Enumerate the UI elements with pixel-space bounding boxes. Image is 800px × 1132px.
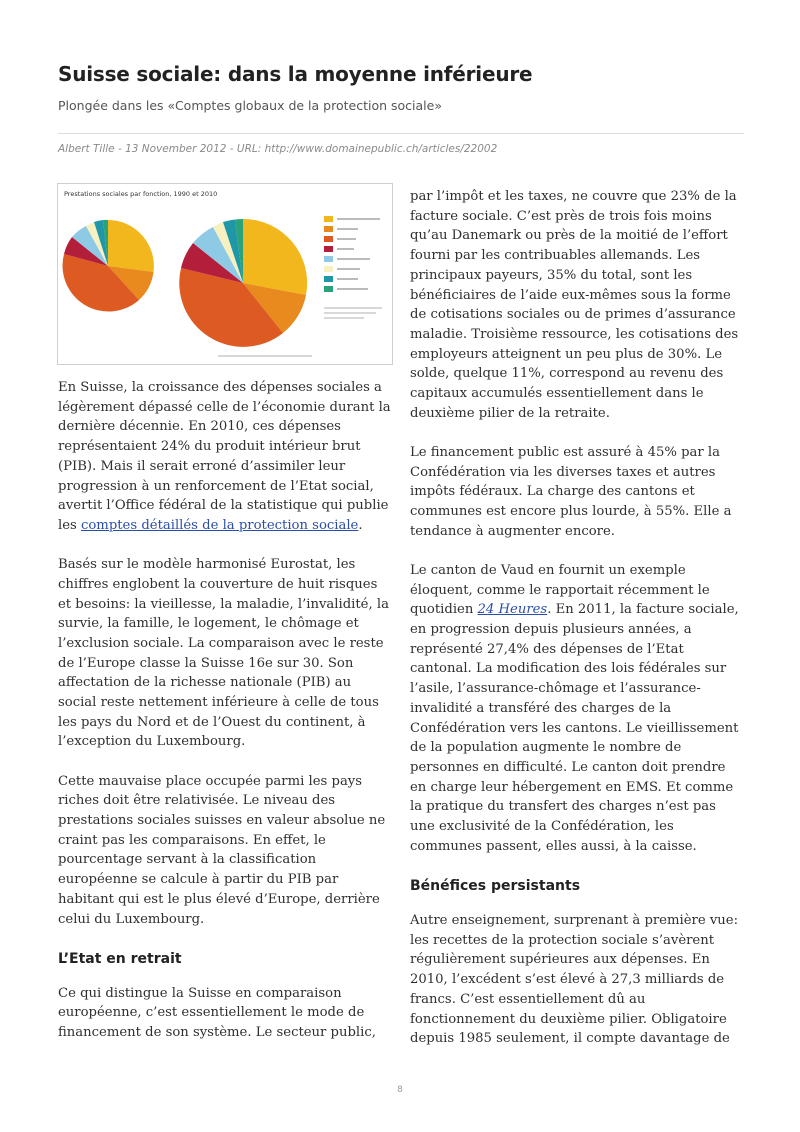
article-title: Suisse sociale: dans la moyenne inférieure [58,62,533,86]
paragraph: Le canton de Vaud en fournit un exemple éloquent, comme le rapportait récemment le quotidien 24 Heures. En 2011, la facture sociale, en progression depuis plusieurs années, a représenté 27,4% des dépenses de l’Etat cantonal. La modification des lois fédérales sur l’asile, l’assurance-chômage et l’assurance-invalidité a transféré des charges de la Confédération vers les cantons. Le vieillissement de la population augmente le nombre de personnes en difficulté. Le canton doit prendre en charge leur hébergement en EMS. Et comme la pratique du transfert des charges n’est pas une exclusivité de la Confédération, les communes passent, elles aussi, à la caisse. [410,562,739,854]
paragraph: Basés sur le modèle harmonisé Eurostat, les chiffres englobent la couverture de huit risques et besoins: la vieillesse, la maladie, l’invalidité, la survie, la famille, le logement, le chômage et l’exclusion sociale. La comparaison avec le reste de l’Europe classe la Suisse 16e sur 30. Son affectation de la richesse nationale (PIB) au social reste nettement inférieure à celle de tous les pays du Nord et de l’Ouest du continent, à l’exception du Luxembourg. [58,557,389,750]
pie-1990 [63,220,154,312]
paragraph: Cette mauvaise place occupée parmi les pays riches doit être relativisée. Le niveau des prestations sociales suisses en valeur absolue ne craint pas les comparaisons. En effet, le pourcentage servant à la classification européenne se calcule à partir du PIB par habitant qui est le plus élevé d’Europe, derrière celui du Luxembourg. [58,773,386,927]
paragraph: Ce qui distingue la Suisse en comparaison européenne, c’est essentiellement le mode de financement de son système. Le secteur public, [58,985,376,1041]
article-meta: Albert Tille - 13 November 2012 - URL: http://www.domainepublic.ch/articles/22002 [58,143,498,155]
left-column [58,378,392,1062]
article-subtitle: Plongée dans les «Comptes globaux de la protection sociale» [58,98,442,113]
section-heading: Bénéfices persistants [410,878,581,894]
pie-chart-figure [57,183,393,365]
paragraph: Autre enseignement, surprenant à première vue: les recettes de la protection sociale s’avèrent régulièrement supérieures aux dépenses. En 2010, l’excédent s’est élevé à 27,3 milliards de francs. C’est essentiellement dû au fonctionnement du deuxième pilier. Obligatoire depuis 1985 seulement, il compte davantage de [410,913,739,1047]
page-number: 8 [397,1085,403,1095]
paragraph: Le financement public est assuré à 45% par la Confédération via les diverses taxes et autres impôts fédéraux. La charge des cantons et communes est encore plus lourde, à 55%. Elle a tendance à augmenter encore. [410,444,732,539]
link-24-heures[interactable]: 24 Heures [477,602,548,618]
section-heading: L’Etat en retrait [58,950,182,967]
figure-caption: Prestations sociales par fonction, 1990 et 2010 [64,190,218,198]
pie-chart-image [58,184,392,364]
link-comptes-protection-sociale[interactable]: comptes détaillés de la protection sociale [80,517,359,533]
header-divider [58,133,744,134]
paragraph: par l’impôt et les taxes, ne couvre que 23% de la facture sociale. C’est près de trois fois moins qu’au Danemark ou près de la moitié de l’effort fourni par les contribuables allemands. Les principaux payeurs, 35% du total, sont les bénéficiaires de l’aide eux-mêmes sous la forme de cotisations sociales ou de primes d’assurance maladie. Troisième ressource, les cotisations des employeurs atteignent un peu plus de 30%. Le solde, quelque 11%, correspond au revenu des capitaux accumulés essentiellement dans le deuxième pilier de la retraite. [410,189,739,421]
paragraph: En Suisse, la croissance des dépenses sociales a légèrement dépassé celle de l’économie durant la dernière décennie. En 2010, ces dépenses représentaient 24% du produit intérieur brut (PIB). Mais il serait erroné d’assimiler leur progression à un renforcement de l’Etat social, avertit l’Office fédéral de la statistique qui publie les comptes détaillés de la protection sociale. [58,380,391,533]
pie-2010 [179,219,307,347]
right-column [410,187,744,1068]
chart-legend [324,216,382,318]
